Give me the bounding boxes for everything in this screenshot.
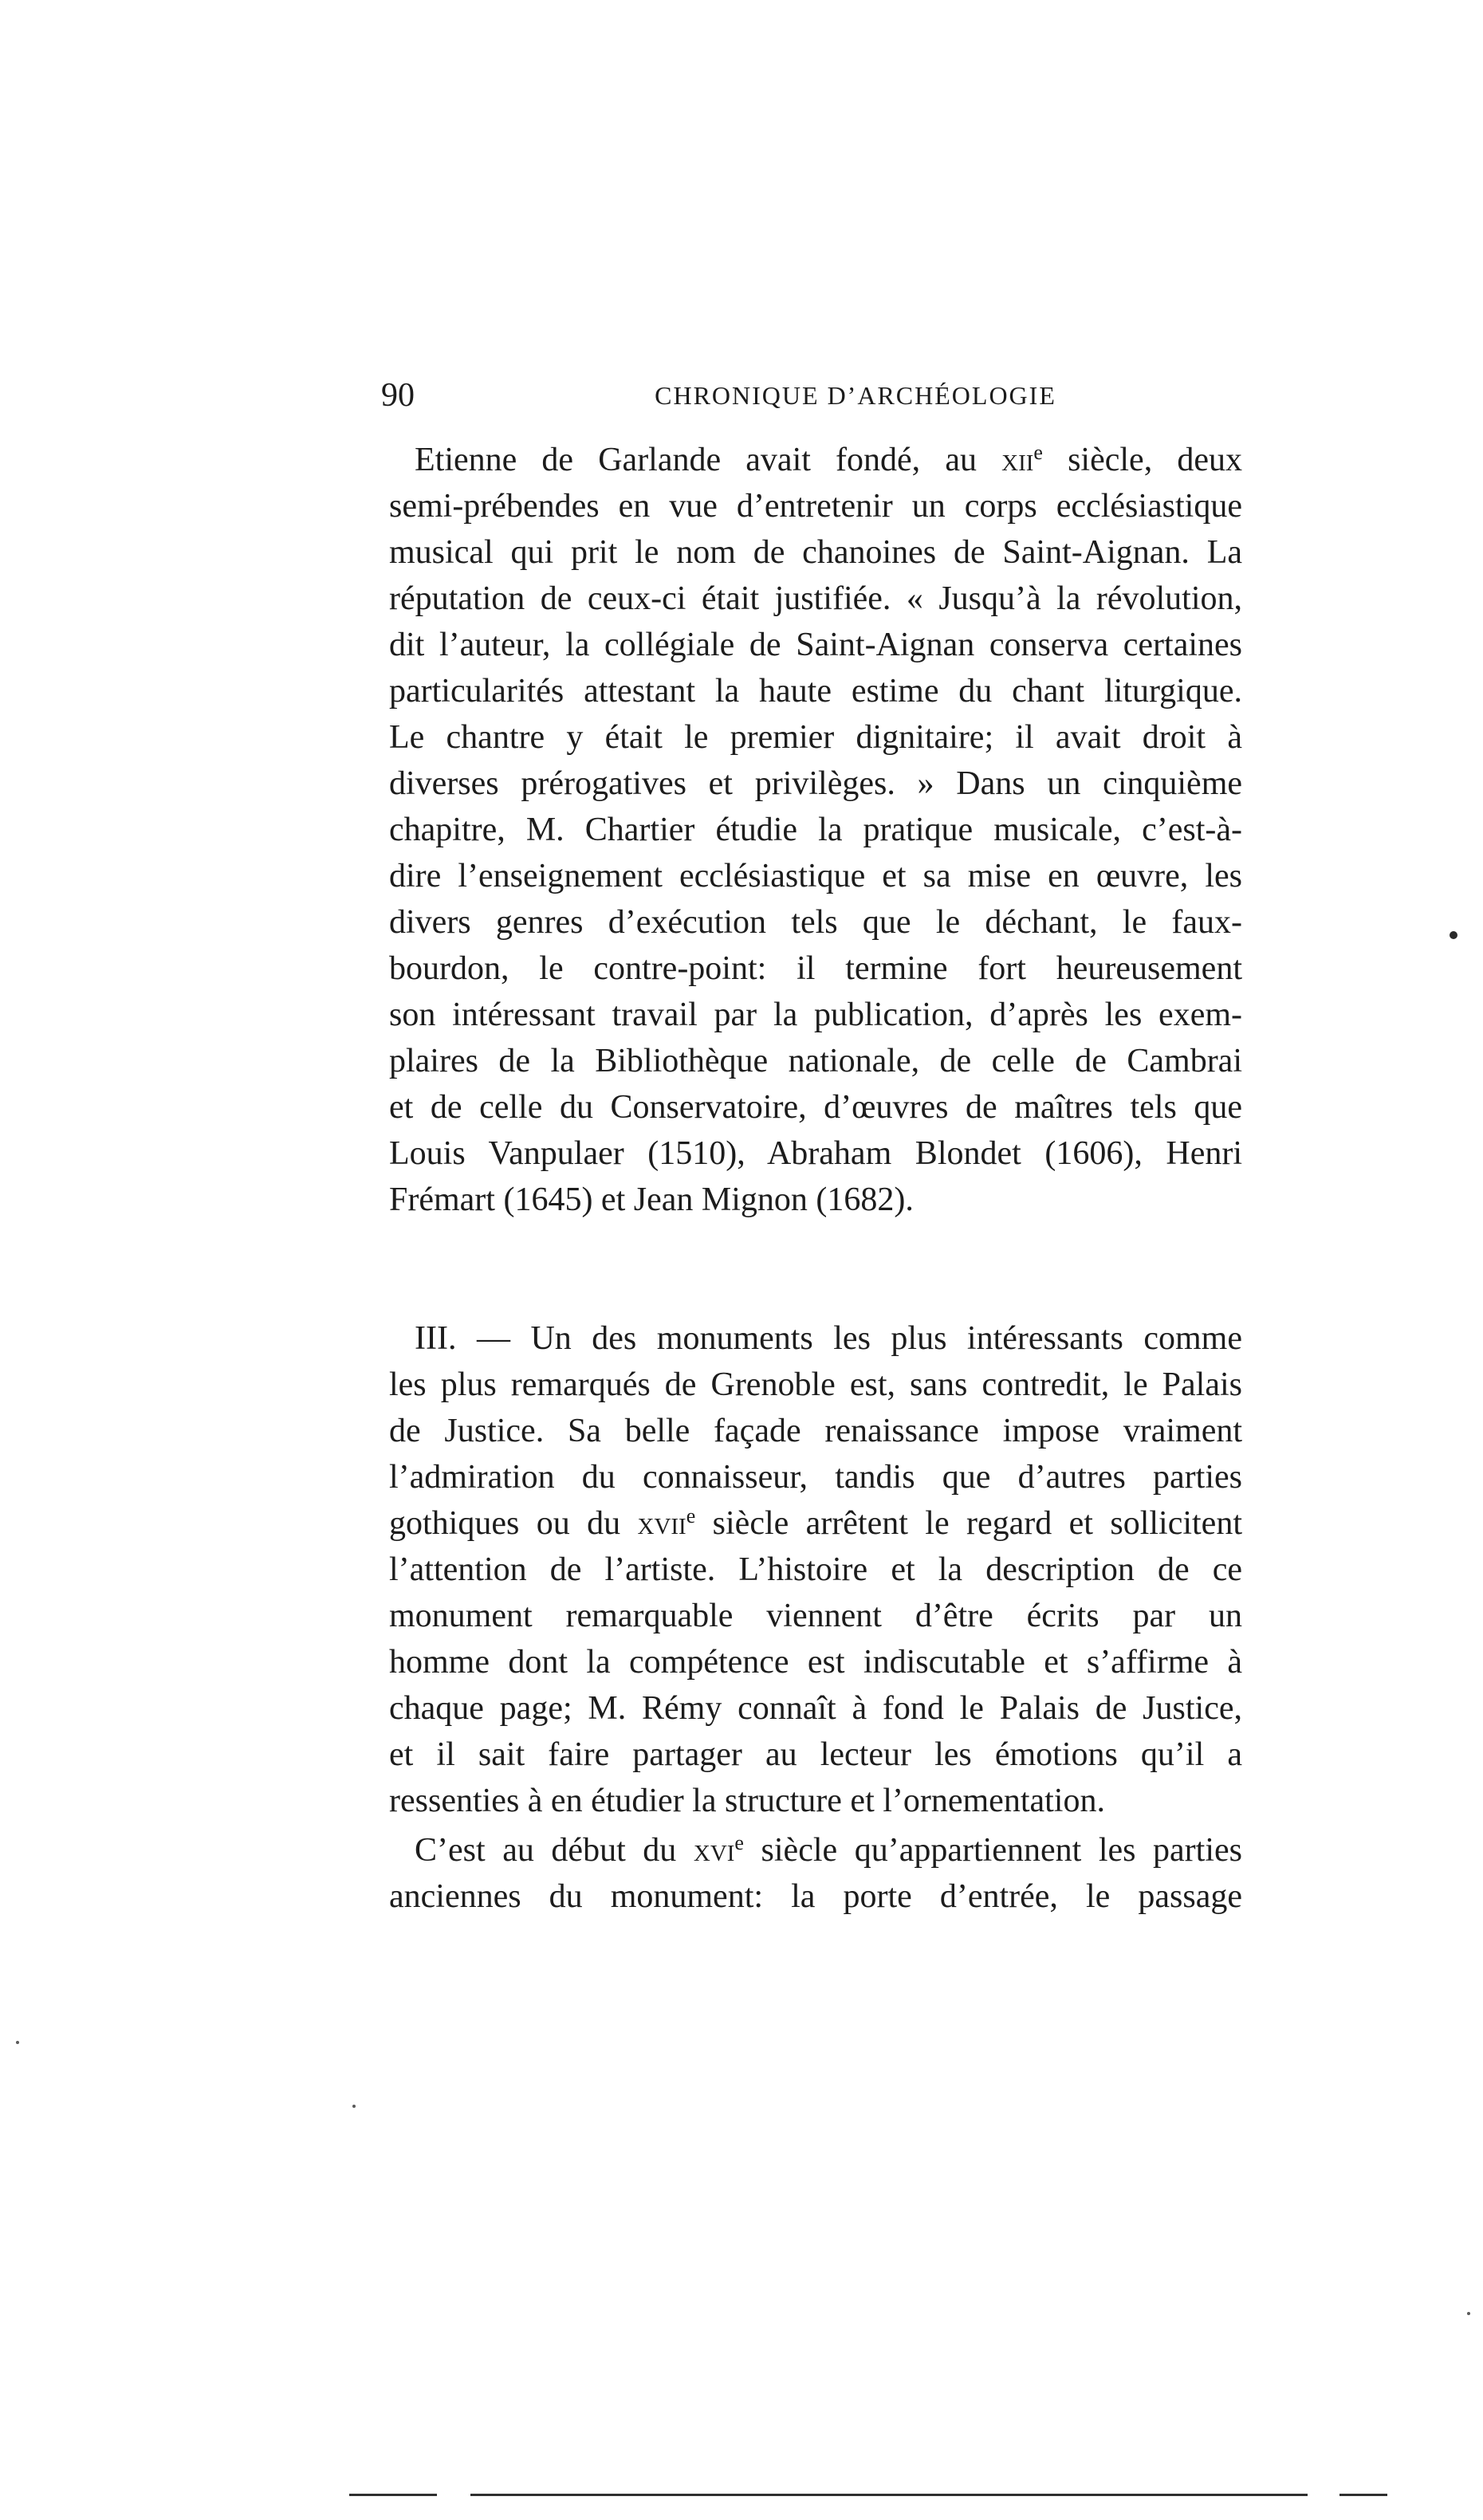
text-line: musical qui prit le nom de chanoines de Saint-Aignan. La <box>389 534 1242 571</box>
text-line <box>415 1827 1242 1873</box>
text-line: les plus remarqués de Grenoble est, sans contredit, le Palais <box>389 1366 1242 1403</box>
text-line: anciennes du monument: la porte d’entrée, le passage <box>389 1878 1242 1915</box>
text-line: particularités attestant la haute estime du chant liturgique. <box>389 673 1242 710</box>
superscript: e <box>734 1831 744 1854</box>
text-line: dire l’enseignement ecclésiastique et sa mise en œuvre, les <box>389 858 1242 894</box>
text-line: diverses prérogatives et privilèges. » Dans un cinquième <box>389 765 1242 802</box>
text-line: Louis Vanpulaer (1510), Abraham Blondet (1606), Henri <box>389 1135 1242 1172</box>
scan-speck <box>16 2041 19 2044</box>
bottom-edge-rule <box>1339 2494 1387 2496</box>
scan-speck <box>1467 2312 1470 2315</box>
century-numeral: xvii <box>637 1505 686 1542</box>
text-line: divers genres d’exécution tels que le déchant, le faux- <box>389 904 1242 941</box>
superscript: e <box>1033 441 1043 464</box>
scan-speck <box>352 2105 356 2108</box>
text-line: et de celle du Conservatoire, d’œuvres de maîtres tels que <box>389 1089 1242 1126</box>
superscript: e <box>686 1504 696 1527</box>
text-line: chaque page; M. Rémy connaît à fond le Palais de Justice, <box>389 1690 1242 1727</box>
bottom-edge-rule <box>470 2494 1308 2496</box>
running-head: CHRONIQUE D’ARCHÉOLOGIE <box>655 381 1056 410</box>
text-line: et il sait faire partager au lecteur les émotions qu’il a <box>389 1736 1242 1773</box>
text-line: de Justice. Sa belle façade renaissance impose vraiment <box>389 1413 1242 1449</box>
text-line: ressenties à en étudier la structure et l’ornementation. <box>389 1783 1105 1819</box>
page-number: 90 <box>381 377 415 414</box>
text-span: siècle qu’appartiennent les parties <box>743 1832 1242 1869</box>
text-line: monument remarquable viennent d’être écrits par un <box>389 1598 1242 1634</box>
text-line: Frémart (1645) et Jean Mignon (1682). <box>389 1181 914 1218</box>
text-span: siècle, deux <box>1042 442 1242 478</box>
text-line: plaires de la Bibliothèque nationale, de celle de Cambrai <box>389 1043 1242 1079</box>
text-line <box>389 1500 1242 1547</box>
text-line: l’admiration du connaisseur, tandis que d’autres parties <box>389 1459 1242 1496</box>
page-header <box>381 373 1250 418</box>
text-line: Le chantre y était le premier dignitaire; il avait droit à <box>389 719 1242 756</box>
text-line: dit l’auteur, la collégiale de Saint-Aignan conserva certaines <box>389 627 1242 663</box>
text-span: gothiques ou du <box>389 1505 638 1542</box>
text-line: homme dont la compétence est indiscutable et s’affirme à <box>389 1644 1242 1681</box>
text-line: chapitre, M. Chartier étudie la pratique musicale, c’est-à- <box>389 812 1242 848</box>
text-span: C’est au début du <box>415 1832 694 1869</box>
text-line: III. — Un des monuments les plus intéressants comme <box>415 1320 1242 1357</box>
text-span: siècle arrêtent le regard et sollicitent <box>695 1505 1242 1542</box>
text-line: bourdon, le contre-point: il termine fort heureusement <box>389 950 1242 987</box>
text-line <box>415 437 1242 483</box>
bottom-edge-rule <box>349 2494 437 2496</box>
text-line: l’attention de l’artiste. L’histoire et la description de ce <box>389 1551 1242 1588</box>
text-line: semi-prébendes en vue d’entretenir un corps ecclésiastique <box>389 488 1242 525</box>
century-numeral: xvi <box>693 1832 735 1869</box>
text-span: Etienne de Garlande avait fondé, au <box>415 442 1002 478</box>
ink-dot-mark <box>1450 931 1457 939</box>
text-line: son intéressant travail par la publication, d’après les exem- <box>389 997 1242 1033</box>
text-line: réputation de ceux-ci était justifiée. « Jusqu’à la révolution, <box>389 580 1242 617</box>
century-numeral: xii <box>1001 442 1034 478</box>
